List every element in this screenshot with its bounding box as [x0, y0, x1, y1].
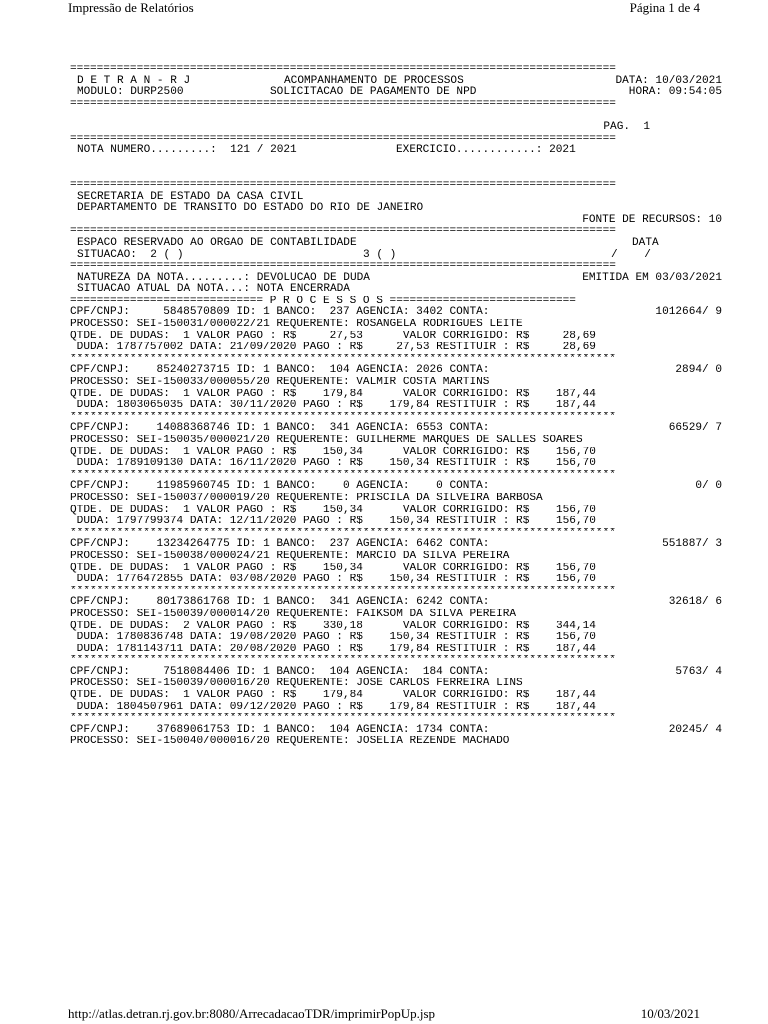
fonte-recursos: FONTE DE RECURSOS: 10 [582, 213, 722, 226]
cpf-line: CPF/CNPJ: 11985960745 ID: 1 BANCO: 0 AGENCIA: 0 CONTA: [70, 480, 490, 493]
fonte-row [70, 213, 722, 227]
processo-block [70, 596, 722, 667]
conta-value: 32618/ 6 [668, 596, 722, 609]
secretaria-line-2 [70, 203, 710, 215]
cpf-row [70, 306, 722, 319]
duda-line: DUDA: 1797799374 DATA: 12/11/2020 PAGO : R$ 150,34 RESTITUIR : R$ 156,70 [70, 516, 596, 528]
duda-line: DUDA: 1780836748 DATA: 19/08/2020 PAGO : R$ 150,34 RESTITUIR : R$ 156,70 [70, 632, 596, 644]
qtde-line: QTDE. DE DUDAS: 1 VALOR PAGO : R$ 27,53 VALOR CORRIGIDO: R$ 28,69 [70, 330, 596, 342]
separator [70, 64, 710, 76]
contabilidade-data-blank: / / [611, 248, 651, 261]
qtde-line: QTDE. DE DUDAS: 1 VALOR PAGO : R$ 179,84 VALOR CORRIGIDO: R$ 187,44 [70, 690, 596, 702]
qtde-line: QTDE. DE DUDAS: 1 VALOR PAGO : R$ 150,34 VALOR CORRIGIDO: R$ 156,70 [70, 504, 596, 516]
processo-block [70, 538, 722, 597]
emitida-em: EMITIDA EM 03/03/2021 [582, 271, 722, 284]
duda-line: DUDA: 1789109130 DATA: 16/11/2020 PAGO : R$ 150,34 RESTITUIR : R$ 156,70 [70, 458, 596, 470]
cpf-line: CPF/CNPJ: 37689061753 ID: 1 BANCO: 104 AGENCIA: 1734 CONTA: [70, 723, 490, 736]
cpf-row [70, 422, 722, 435]
conta-value: 551887/ 3 [662, 538, 722, 551]
processo-line: PROCESSO: SEI-150033/000055/20 REQUERENTE: VALMIR COSTA MARTINS [70, 377, 490, 389]
contabilidade-data-label: DATA [632, 236, 659, 249]
cpf-line: CPF/CNPJ: 85240273715 ID: 1 BANCO: 104 AGENCIA: 2026 CONTA: [70, 364, 490, 377]
cpf-row [70, 480, 722, 493]
cpf-row [70, 364, 722, 377]
browser-print-footer [68, 1006, 700, 1024]
header-row-2 [70, 86, 722, 99]
cpf-line: CPF/CNPJ: 13234264775 ID: 1 BANCO: 237 AGENCIA: 6462 CONTA: [70, 538, 490, 551]
processo-block [70, 364, 722, 423]
departamento-name: DEPARTAMENTO DE TRANSITO DO ESTADO DO RIO DE JANEIRO [77, 202, 424, 215]
nota-row [70, 145, 710, 157]
situacao-2: SITUACAO: 2 ( ) [77, 248, 184, 261]
exercicio: EXERCICIO............: 2021 [396, 144, 576, 157]
processo-line: PROCESSO: SEI-150035/000021/20 REQUERENTE: GUILHERME MARQUES DE SALLES SOARES [70, 435, 583, 446]
situacao-atual: SITUACAO ATUAL DA NOTA...: NOTA ENCERRADA [77, 283, 350, 296]
qtde-line: QTDE. DE DUDAS: 1 VALOR PAGO : R$ 179,84 VALOR CORRIGIDO: R$ 187,44 [70, 388, 596, 400]
report-subtitle: SOLICITACAO DE PAGAMENTO DE NPD [270, 86, 477, 99]
separator [70, 180, 710, 192]
processo-line: PROCESSO: SEI-150031/000022/21 REQUERENTE: ROSANGELA RODRIGUES LEITE [70, 319, 523, 331]
separator [70, 99, 710, 111]
qtde-line: QTDE. DE DUDAS: 2 VALOR PAGO : R$ 330,18 VALOR CORRIGIDO: R$ 344,14 [70, 620, 596, 632]
report-date: DATA: 10/03/2021 [615, 74, 722, 87]
processos-banner: ============================= P R O C E S S O S ============================ [70, 295, 576, 307]
processo-block [70, 665, 722, 725]
duda-line: DUDA: 1781143711 DATA: 20/08/2020 PAGO : R$ 179,84 RESTITUIR : R$ 187,44 [70, 643, 596, 655]
secretaria-name: SECRETARIA DE ESTADO DA CASA CIVIL [77, 190, 304, 203]
cpf-line: CPF/CNPJ: 14088368746 ID: 1 BANCO: 341 AGENCIA: 6553 CONTA: [70, 422, 490, 435]
browser-print-header [68, 0, 700, 18]
processo-line: PROCESSO: SEI-150039/000016/20 REQUERENTE: JOSE CARLOS FERREIRA LINS [70, 678, 523, 690]
report-time: HORA: 09:54:05 [628, 86, 722, 99]
contabilidade-row-1 [70, 238, 710, 250]
situacao-3: 3 ( ) [363, 248, 397, 261]
report-title: ACOMPANHAMENTO DE PROCESSOS [284, 74, 464, 87]
cpf-row [70, 665, 722, 679]
cpf-row [70, 538, 722, 551]
nota-numero: NOTA NUMERO.........: 121 / 2021 [77, 144, 297, 157]
cpf-row [70, 723, 722, 737]
processos-list [70, 306, 722, 748]
situacao-atual-row [70, 284, 710, 296]
org-name: D E T R A N - R J [77, 74, 191, 87]
cpf-line: CPF/CNPJ: 5848570809 ID: 1 BANCO: 237 AGENCIA: 3402 CONTA: [70, 306, 490, 319]
print-url: http://atlas.detran.rj.gov.br:8080/ArrecadacaoTDR/imprimirPopUp.jsp [68, 1006, 436, 1021]
processo-line: PROCESSO: SEI-150038/000024/21 REQUERENTE: MARCIO DA SILVA PEREIRA [70, 550, 510, 562]
qtde-line: QTDE. DE DUDAS: 1 VALOR PAGO : R$ 150,34 VALOR CORRIGIDO: R$ 156,70 [70, 446, 596, 458]
conta-value: 66529/ 7 [668, 422, 722, 435]
print-title: Impressão de Relatórios [68, 0, 194, 15]
natureza-nota: NATUREZA DA NOTA.........: DEVOLUCAO DE DUDA [77, 271, 370, 284]
report-body [70, 64, 722, 748]
separator [70, 261, 710, 273]
processo-block [70, 306, 722, 365]
module-label: MODULO: DURP2500 [77, 86, 184, 99]
conta-value: 2894/ 0 [675, 364, 722, 377]
processo-line: PROCESSO: SEI-150040/000016/20 REQUERENTE: JOSELIA REZENDE MACHADO [70, 736, 510, 748]
cpf-row [70, 596, 722, 609]
processo-line: PROCESSO: SEI-150039/000014/20 REQUERENTE: FAIKSOM DA SILVA PEREIRA [70, 608, 517, 620]
conta-value: 5763/ 4 [675, 665, 722, 678]
processo-block [70, 422, 722, 481]
duda-line: DUDA: 1803065035 DATA: 30/11/2020 PAGO : R$ 179,84 RESTITUIR : R$ 187,44 [70, 400, 596, 412]
duda-line: DUDA: 1787757002 DATA: 21/09/2020 PAGO : R$ 27,53 RESTITUIR : R$ 28,69 [70, 342, 596, 354]
processo-line: PROCESSO: SEI-150037/000019/20 REQUERENTE: PRISCILA DA SILVEIRA BARBOSA [70, 492, 543, 504]
print-page-number: Página 1 de 4 [629, 0, 700, 15]
duda-line: DUDA: 1804507961 DATA: 09/12/2020 PAGO : R$ 179,84 RESTITUIR : R$ 187,44 [70, 701, 596, 713]
conta-value: 0/ 0 [695, 480, 722, 493]
conta-value: 1012664/ 9 [655, 306, 722, 319]
print-date: 10/03/2021 [640, 1006, 700, 1021]
duda-line: DUDA: 1776472855 DATA: 03/08/2020 PAGO : R$ 150,34 RESTITUIR : R$ 156,70 [70, 574, 596, 586]
cpf-line: CPF/CNPJ: 80173861768 ID: 1 BANCO: 341 AGENCIA: 6242 CONTA: [70, 596, 490, 609]
contabilidade-row-2 [70, 250, 710, 262]
page-label-row [70, 122, 710, 134]
processo-block [70, 480, 722, 539]
qtde-line: QTDE. DE DUDAS: 1 VALOR PAGO : R$ 150,34 VALOR CORRIGIDO: R$ 156,70 [70, 562, 596, 574]
contabilidade-title: ESPACO RESERVADO AO ORGAO DE CONTABILIDADE [77, 236, 357, 249]
cpf-line: CPF/CNPJ: 7518084406 ID: 1 BANCO: 104 AGENCIA: 184 CONTA: [70, 665, 490, 678]
report-page: PAG. 1 [603, 120, 650, 133]
processo-block [70, 723, 722, 748]
conta-value: 20245/ 4 [668, 723, 722, 736]
